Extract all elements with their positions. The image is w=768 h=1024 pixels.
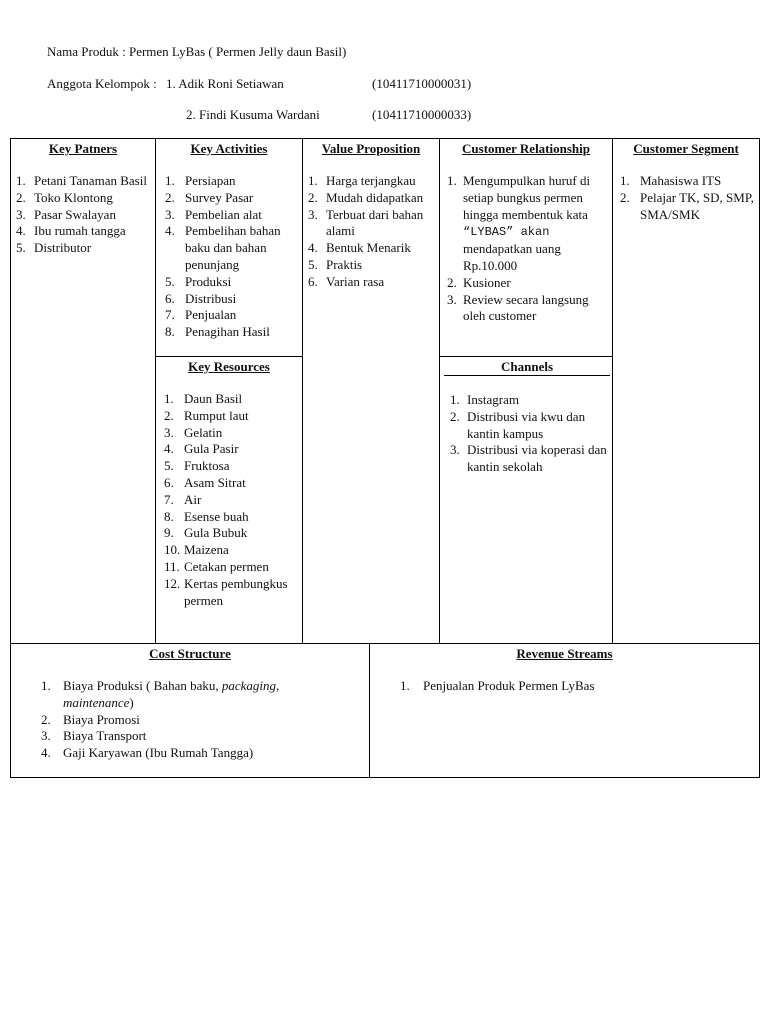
list-item: 1. Mengumpulkan huruf di setiap bungkus permen hingga membentuk kata “LYBAS” akan mendapatkan uang Rp.10.000 xyxy=(447,173,591,273)
list-item: 1. Petani Tanaman Basil xyxy=(16,173,147,188)
list-item: 10. Maizena xyxy=(164,542,229,558)
list-item: 3. Terbuat dari bahan alami xyxy=(308,206,424,239)
list-item: 2. Survey Pasar xyxy=(165,189,254,205)
list-item: 7. Air xyxy=(164,491,202,507)
list-item: 3. Pasar Swalayan xyxy=(16,206,116,222)
list-item: 1. Penjualan Produk Permen LyBas xyxy=(400,678,595,693)
list-item: 2. Rumput laut xyxy=(164,407,249,423)
list-item: 5. Produksi xyxy=(165,273,232,289)
list-item: 2. Mudah didapatkan xyxy=(308,189,424,205)
list-item: 3. Distribusi via koperasi dan kantin sekolah xyxy=(450,442,607,475)
channels-list xyxy=(440,392,612,476)
member-name: 2. Findi Kusuma Wardani xyxy=(186,107,320,122)
cost-structure-cell xyxy=(11,645,369,762)
list-item: 1. Daun Basil xyxy=(164,391,243,406)
list-item: 3. Review secara langsung oleh customer xyxy=(447,291,589,324)
list-item: 6. Distribusi xyxy=(165,290,237,306)
list-item: 5. Praktis xyxy=(308,256,363,272)
revenue-streams-cell xyxy=(370,645,759,695)
border-bottom xyxy=(10,777,760,778)
list-item: 4. Gula Pasir xyxy=(164,441,239,457)
list-item: 8. Esense buah xyxy=(164,508,249,524)
list-item: 7. Penjualan xyxy=(165,307,237,323)
list-item: 4. Gaji Karyawan (Ibu Rumah Tangga) xyxy=(41,745,254,761)
key-partners-cell xyxy=(11,140,155,257)
list-item: 4. Pembelihan bahan baku dan bahan penunjang xyxy=(165,223,281,272)
list-item: 6. Asam Sitrat xyxy=(164,474,246,490)
customer-relationship-cell xyxy=(440,140,612,325)
list-item: 8. Penagihan Hasil xyxy=(165,324,270,340)
channels-cell xyxy=(440,358,612,476)
customer-segment-list xyxy=(613,173,759,223)
list-item: 5. Fruktosa xyxy=(164,458,230,474)
list-item: 3. Gelatin xyxy=(164,424,223,440)
member-line-2 xyxy=(186,107,472,123)
list-item: 2. Kusioner xyxy=(447,274,511,290)
list-item: 2. Distribusi via kwu dan kantin kampus xyxy=(450,408,586,441)
revenue-streams-title: Revenue Streams xyxy=(516,646,613,661)
key-activities-title: Key Activities xyxy=(190,141,268,156)
member-line-1 xyxy=(47,76,472,92)
list-item: 1. Mahasiswa ITS xyxy=(620,173,722,188)
cost-structure-title: Cost Structure xyxy=(149,646,231,661)
list-item: 2. Pelajar TK, SD, SMP, SMA/SMK xyxy=(620,189,754,222)
customer-segment-cell xyxy=(613,140,759,223)
border-mid xyxy=(10,643,760,644)
lybas-word: “LYBAS” akan xyxy=(463,225,550,240)
border-right xyxy=(759,138,760,778)
list-item: 4. Ibu rumah tangga xyxy=(16,223,126,239)
value-proposition-cell xyxy=(303,140,439,291)
list-item: 1. Harga terjangkau xyxy=(308,173,416,188)
key-partners-list xyxy=(11,173,155,257)
key-resources-list xyxy=(156,391,302,609)
key-activities-cell xyxy=(156,140,302,341)
key-partners-title: Key Patners xyxy=(48,141,118,156)
customer-relationship-title: Customer Relationship xyxy=(462,141,590,156)
border-top xyxy=(10,138,760,139)
list-item: 1. Biaya Produksi ( Bahan baku, packaging, maintenance) xyxy=(41,678,280,710)
list-item: 9. Gula Bubuk xyxy=(164,525,248,541)
divider-h-relationship xyxy=(439,356,613,357)
list-item: 12. Kertas pembungkus permen xyxy=(164,575,288,608)
list-item: 1. Persiapan xyxy=(165,173,236,188)
list-item: 5. Distributor xyxy=(16,240,92,256)
key-resources-title: Key Resources xyxy=(188,359,270,374)
product-name: Nama Produk : Permen LyBas ( Permen Jelly daun Basil) xyxy=(47,44,347,59)
customer-segment-title: Customer Segment xyxy=(633,141,739,156)
list-item: 11. Cetakan permen xyxy=(164,558,269,574)
customer-relationship-list xyxy=(440,173,612,325)
revenue-streams-list xyxy=(370,678,759,695)
channels-title: Channels xyxy=(444,358,610,376)
member-nim: (10411710000031) xyxy=(372,76,472,91)
cost-structure-list xyxy=(11,678,341,762)
members-label: Anggota Kelompok : xyxy=(47,76,157,91)
member-nim: (10411710000033) xyxy=(372,107,472,122)
divider-h-activities xyxy=(155,356,303,357)
key-resources-cell xyxy=(156,358,302,609)
key-activities-list xyxy=(156,173,302,341)
list-item: 6. Varian rasa xyxy=(308,273,385,289)
value-proposition-title: Value Proposition xyxy=(321,141,421,156)
member-name: 1. Adik Roni Setiawan xyxy=(166,76,284,91)
list-item: 2. Toko Klontong xyxy=(16,189,113,205)
list-item: 4. Bentuk Menarik xyxy=(308,240,411,256)
list-item: 2. Biaya Promosi xyxy=(41,711,140,727)
list-item: 3. Biaya Transport xyxy=(41,728,147,744)
value-proposition-list xyxy=(303,173,439,291)
list-item: 1. Instagram xyxy=(450,392,519,407)
list-item: 3. Pembelian alat xyxy=(165,206,262,222)
